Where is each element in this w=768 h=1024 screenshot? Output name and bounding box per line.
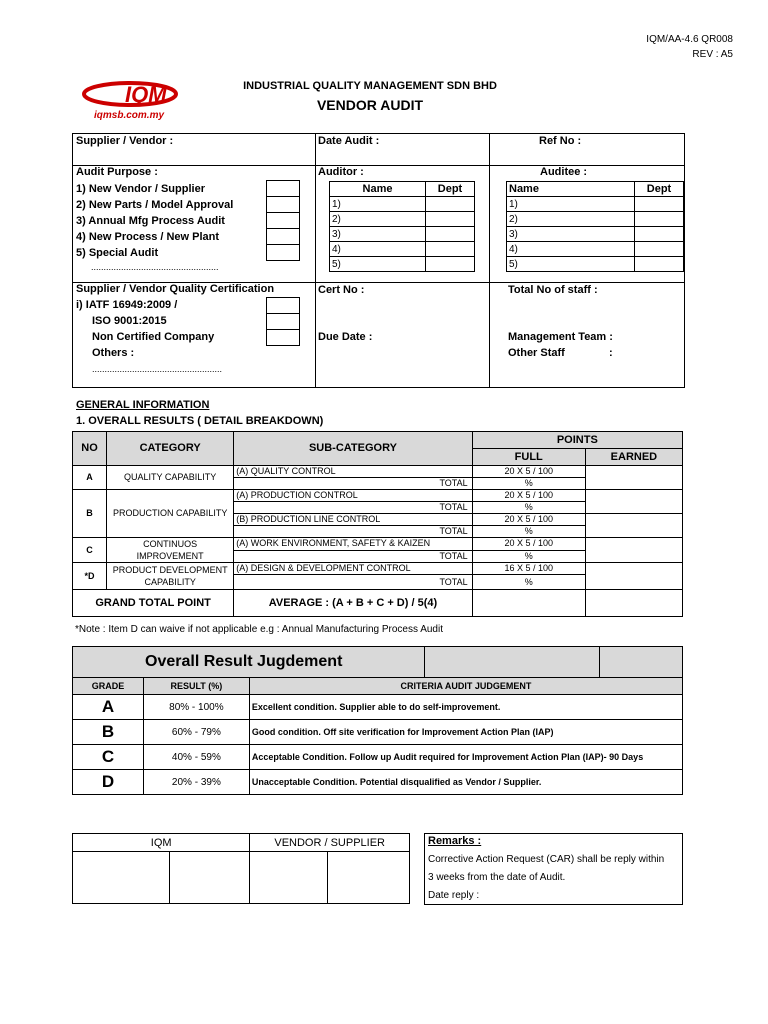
remarks-label: Remarks : (428, 835, 482, 847)
grade-d: D (73, 770, 144, 795)
cert-checkbox[interactable] (266, 330, 300, 346)
supplier-label: Supplier / Vendor : (76, 135, 174, 147)
criteria-d: Unacceptable Condition. Potential disqualified as Vendor / Supplier. (249, 770, 682, 795)
row-a-category: QUALITY CAPABILITY (107, 466, 234, 490)
vendor-header: VENDOR / SUPPLIER (250, 834, 410, 852)
average-formula: AVERAGE : (A + B + C + D) / 5(4) (234, 590, 472, 617)
remarks-line: 3 weeks from the date of Audit. (428, 872, 566, 883)
grand-total-label: GRAND TOTAL POINT (73, 590, 234, 617)
col-category-header: CATEGORY (107, 432, 234, 466)
row-d-total: TOTAL (234, 575, 472, 590)
remarks-box (424, 833, 683, 905)
row-c-category: CONTINUOS IMPROVEMENT (107, 538, 234, 563)
range-a: 80% - 100% (143, 695, 249, 720)
auditor-row[interactable]: 2) (330, 212, 426, 227)
row-b-letter: B (73, 490, 107, 538)
row-b-category: PRODUCTION CAPABILITY (107, 490, 234, 538)
grade-c: C (73, 745, 144, 770)
row-a-percent: % (472, 478, 585, 490)
col-no-header: NO (73, 432, 107, 466)
row-c-letter: C (73, 538, 107, 563)
auditor-table (329, 181, 475, 272)
management-team-label: Management Team : (508, 331, 613, 343)
row-c-percent: % (472, 550, 585, 563)
auditee-row[interactable]: 4) (507, 242, 635, 257)
note-text: *Note : Item D can waive if not applicable e.g : Annual Manufacturing Process Audit (75, 624, 443, 635)
col-earned-header: EARNED (585, 449, 682, 466)
due-date-label: Due Date : (318, 331, 373, 343)
cert-item-others: Others : (92, 347, 135, 359)
document-reference (646, 32, 733, 62)
cert-item-iso: ISO 9001:2015 (92, 315, 167, 327)
purpose-checkbox[interactable] (266, 213, 300, 229)
remarks-text (425, 848, 682, 905)
row-d-letter: *D (73, 563, 107, 590)
iqm-header: IQM (73, 834, 250, 852)
row-c-earned[interactable] (585, 538, 682, 563)
grade-a: A (73, 695, 144, 720)
auditor-row[interactable]: 5) (330, 257, 426, 272)
row-b2-full: 20 X 5 / 100 (472, 514, 585, 526)
col-points-header: POINTS (472, 432, 682, 449)
criteria-b: Good condition. Off site verification for Improvement Action Plan (IAP) (249, 720, 682, 745)
row-b2-earned[interactable] (585, 514, 682, 538)
audit-info-box (72, 133, 685, 388)
general-info-heading: GENERAL INFORMATION (76, 399, 210, 411)
auditor-name-header: Name (330, 182, 426, 197)
signoff-table (72, 833, 410, 904)
grade-header: GRADE (73, 678, 144, 695)
other-staff-label: Other Staff (508, 347, 565, 359)
audit-purpose-list (76, 181, 233, 261)
row-b1-full: 20 X 5 / 100 (472, 490, 585, 502)
form-title: VENDOR AUDIT (316, 97, 424, 113)
row-a-earned[interactable] (585, 466, 682, 490)
row-a-letter: A (73, 466, 107, 490)
auditee-row[interactable]: 3) (507, 227, 635, 242)
certification-label: Supplier / Vendor Quality Certification (76, 283, 275, 295)
other-staff-colon: : (609, 347, 613, 359)
cert-checkboxes (266, 297, 300, 346)
remarks-line: Date reply : (428, 890, 480, 901)
col-subcategory-header: SUB-CATEGORY (234, 432, 472, 466)
iqm-sign-1[interactable] (73, 852, 170, 904)
row-d-full: 16 X 5 / 100 (472, 563, 585, 575)
judgement-grade-box[interactable] (600, 647, 683, 678)
special-audit-dots: ................................................... (91, 262, 219, 272)
judgement-title: Overall Result Jugdement (73, 647, 425, 678)
auditee-row[interactable]: 5) (507, 257, 635, 272)
company-name: INDUSTRIAL QUALITY MANAGEMENT SDN BHD (243, 80, 497, 92)
criteria-c: Acceptable Condition. Follow up Audit required for Improvement Action Plan (IAP)- 90 Days (249, 745, 682, 770)
logo-url: iqmsb.com.my (94, 110, 165, 121)
row-b1-percent: % (472, 502, 585, 514)
judgement-result-box[interactable] (424, 647, 600, 678)
purpose-item: 2) New Parts / Model Approval (76, 199, 234, 211)
auditor-row[interactable]: 4) (330, 242, 426, 257)
row-a-sub: (A) QUALITY CONTROL (234, 466, 472, 478)
col-full-header: FULL (472, 449, 585, 466)
row-c-total: TOTAL (234, 550, 472, 563)
purpose-checkboxes (266, 180, 300, 261)
row-d-sub: (A) DESIGN & DEVELOPMENT CONTROL (234, 563, 472, 575)
purpose-item: 3) Annual Mfg Process Audit (76, 215, 225, 227)
remarks-line: Corrective Action Request (CAR) shall be reply within (428, 854, 665, 865)
date-audit-label: Date Audit : (318, 135, 380, 147)
purpose-checkbox[interactable] (266, 180, 300, 197)
criteria-a: Excellent condition. Supplier able to do self-improvement. (249, 695, 682, 720)
vendor-sign-2[interactable] (328, 852, 410, 904)
row-d-category: PRODUCT DEVELOPMENT CAPABILITY (107, 563, 234, 590)
purpose-checkbox[interactable] (266, 245, 300, 261)
ref-no-label: Ref No : (539, 135, 582, 147)
others-dots: .................................................... (92, 364, 223, 374)
auditee-row[interactable]: 1) (507, 197, 635, 212)
cert-checkbox[interactable] (266, 297, 300, 314)
grade-b: B (73, 720, 144, 745)
range-d: 20% - 39% (143, 770, 249, 795)
row-c-sub: (A) WORK ENVIRONMENT, SAFETY & KAIZEN (234, 538, 472, 551)
auditor-label: Auditor : (318, 166, 364, 178)
row-a-full: 20 X 5 / 100 (472, 466, 585, 478)
auditee-row[interactable]: 2) (507, 212, 635, 227)
row-b2-sub: (B) PRODUCTION LINE CONTROL (234, 514, 472, 526)
row-b1-earned[interactable] (585, 490, 682, 514)
purpose-item: 4) New Process / New Plant (76, 231, 220, 243)
iqm-sign-2[interactable] (169, 852, 250, 904)
total-staff-label: Total No of staff : (508, 284, 598, 296)
cert-item-iatf: i) IATF 16949:2009 / (76, 299, 178, 311)
auditor-row[interactable]: 1) (330, 197, 426, 212)
purpose-item: 5) Special Audit (76, 247, 159, 259)
auditee-dept-header: Dept (635, 182, 684, 197)
row-c-full: 20 X 5 / 100 (472, 538, 585, 551)
auditee-name-header: Name (507, 182, 635, 197)
row-b1-sub: (A) PRODUCTION CONTROL (234, 490, 472, 502)
cert-item-none: Non Certified Company (92, 331, 215, 343)
purpose-item: 1) New Vendor / Supplier (76, 183, 205, 195)
revision: REV : A5 (692, 49, 733, 60)
logo-text: IQM (125, 82, 167, 107)
auditee-label: Auditee : (540, 166, 588, 178)
purpose-checkbox[interactable] (266, 229, 300, 245)
criteria-header: CRITERIA AUDIT JUDGEMENT (249, 678, 682, 695)
auditor-row[interactable]: 3) (330, 227, 426, 242)
auditee-table (506, 181, 684, 272)
result-header: RESULT (%) (143, 678, 249, 695)
row-d-earned[interactable] (585, 563, 682, 590)
row-a-total: TOTAL (234, 478, 472, 490)
doc-code: IQM/AA-4.6 QR008 (646, 34, 733, 45)
judgement-table (72, 646, 683, 795)
row-b1-total: TOTAL (234, 502, 472, 514)
row-d-percent: % (472, 575, 585, 590)
cert-checkbox[interactable] (266, 314, 300, 330)
range-c: 40% - 59% (143, 745, 249, 770)
row-b2-percent: % (472, 526, 585, 538)
purpose-checkbox[interactable] (266, 197, 300, 213)
grand-total-earned[interactable] (585, 590, 682, 617)
grand-total-full[interactable] (472, 590, 585, 617)
cert-no-label: Cert No : (318, 284, 365, 296)
range-b: 60% - 79% (143, 720, 249, 745)
auditor-dept-header: Dept (426, 182, 475, 197)
audit-purpose-label: Audit Purpose : (76, 166, 158, 178)
vendor-sign-1[interactable] (250, 852, 328, 904)
overall-results-heading: 1. OVERALL RESULTS ( DETAIL BREAKDOWN) (76, 415, 324, 427)
row-b2-total: TOTAL (234, 526, 472, 538)
overall-results-table (72, 431, 683, 617)
